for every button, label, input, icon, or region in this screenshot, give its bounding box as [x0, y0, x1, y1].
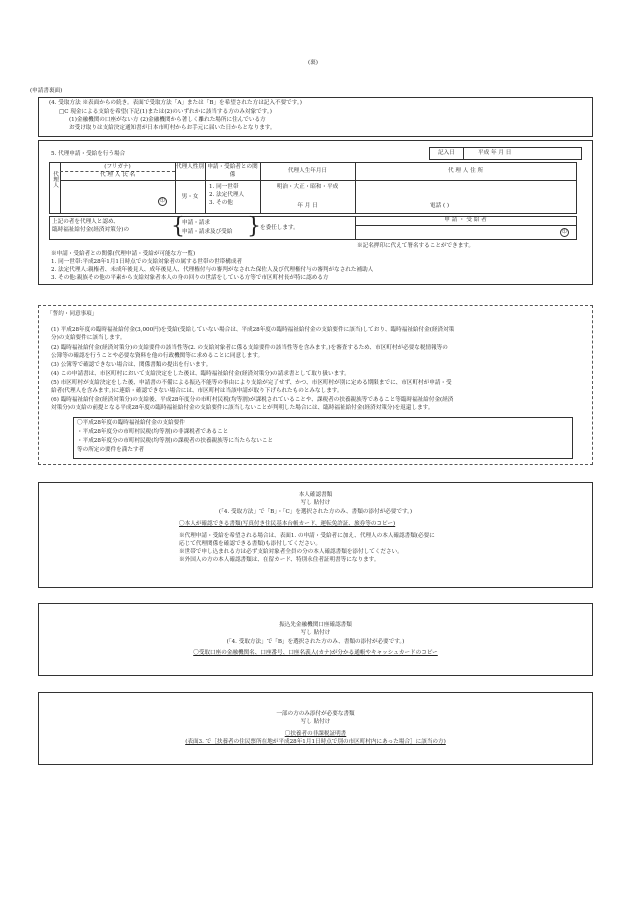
dob-eras[interactable]: 明治・大正・昭和・平成 [276, 184, 339, 190]
identity-note: ※外国人の方の本人確認書類は、在留カード、特別永住者証明書等になります。 [179, 557, 380, 563]
delegate-suffix: を委任します。 [260, 225, 299, 231]
requirement-line: ・平成28年度分の市町村民税(均等割)の非課税者であること [77, 429, 229, 435]
identity-document-box[interactable] [38, 482, 593, 588]
delegation-row [49, 216, 577, 240]
oath-item: (2) 臨時福祉給付金(経済対策分)の支給要件の該当性等(2. の支給対象者に係る支給要件の該当性等を含みます。)を審査するため、市区町村が必要な税情報等の [51, 345, 448, 351]
phone-field[interactable]: 電話 ( ) [430, 203, 450, 209]
page-marker: (裏) [308, 60, 318, 66]
signature-note: ※記名押印に代えて署名することができます。 [357, 243, 475, 249]
relation-option-3[interactable]: 3. その他 [209, 200, 233, 206]
tax-subtitle: 写し 貼付け [300, 719, 331, 725]
brace-open-icon: { [171, 214, 185, 239]
delegate-text-1: 上記の者を代理人と認め、 [52, 219, 119, 225]
oath-item: 分)の支給要件に該当します。 [51, 335, 126, 341]
oath-item: (1) 平成28年度の臨時福祉給付金(3,000円)を受給(受給していない場合は、平成28年度の臨時福祉給付金の支給要件に該当)しており、臨時福祉給付金(経済対策 [51, 327, 455, 333]
relation-note-2: 2. 法定代理人:親権者、未成年後見人、成年後見人、代理権付与の審判がなされた保佐人及び代理権付与の審判がなされた補助人 [51, 267, 374, 273]
agent-dob-cell[interactable] [260, 163, 356, 213]
tax-main-requirement: 〇扶養者の非課税証明書 [284, 731, 347, 737]
identity-note: ※代理申請・受給を希望される場合は、表面1. の申請・受給者に加え、代理人の本人確認書類(必要に [179, 533, 435, 539]
agent-relation-cell[interactable] [205, 163, 261, 213]
identity-note: ※世帯で申し込まれる方は必ず支給対象者全員の分の本人確認書類を添付してください。 [179, 549, 403, 555]
relation-note-3: 3. その他:親族その他の平素から支給対象者本人の身の回りの世話をしている方等で市区町村長が特に認める方 [51, 275, 329, 281]
receipt-method-box [38, 97, 593, 137]
requirements-box [73, 417, 573, 459]
relation-option-2[interactable]: 2. 法定代理人 [209, 192, 245, 198]
requirement-line: 等の所定の要件を満たす者 [77, 447, 145, 453]
tax-document-box[interactable] [38, 692, 593, 765]
oath-item: (3) 公簿等で確認できない場合は、関係書類の提出を行います。 [51, 362, 212, 368]
brace-close-icon: } [247, 214, 261, 239]
oath-consent-box [38, 305, 593, 465]
oath-item: 給者(代理人を含みます。)に連絡・確認できない場合には、市区町村は当該申請が取り下げられたものとみなします。 [51, 388, 343, 394]
relation-note-0: ※申請・受給者との関係(代理申請・受給が可能な方一覧) [51, 251, 196, 257]
tax-detail: (表面3. で［扶養者の住民票所在地が平成28年1月1日時点で別の市区町村内にあった場合］に該当の方) [185, 739, 446, 745]
oath-item: (6) 臨時福祉給付金(経済対策分)の支給後、平成28年度分の市町村民税(均等割)が課税されていることや、課税者の扶養親族等であること等臨時福祉給付金(経済 [51, 397, 454, 403]
identity-instruction: (「4. 受取方法」で「B」・「C」を選択された方のみ、書類の添付が必要です。) [218, 509, 413, 515]
applicant-header: 申 請 ・ 受 給 者 [444, 217, 487, 223]
agent-side-label: 代理人 [52, 171, 58, 188]
entry-date-label: 記入日 [438, 150, 455, 156]
identity-main-requirement: 〇本人が確認できる書類(写真付き住民基本台帳カード、運転免許証、旅券等のコピー) [179, 521, 396, 527]
relation-note-1: 1. 同一世帯:平成28年1月1日時点での支給対象者の属する世帯の世帯構成者 [51, 259, 243, 265]
tax-title: 一部の方のみ添付が必要な書類 [276, 711, 355, 717]
agent-gender-cell[interactable] [175, 163, 206, 213]
identity-subtitle: 写し 貼付け [300, 500, 331, 506]
bank-document-box[interactable] [38, 603, 593, 676]
agent-table [49, 162, 577, 214]
dob-ymd: 年 月 日 [297, 203, 318, 209]
cash-conditions: (1)金融機関の口座がない方 (2)金融機関から著しく離れた場所に住んでいる方 [69, 117, 266, 123]
applicant-seal-mark: 印 [560, 228, 569, 237]
agent-section-title: 5. 代理申請・受給を行う場合 [51, 151, 126, 157]
bank-title: 振込先金融機関口座確認書類 [279, 622, 352, 628]
cash-receipt-note: お受け取りは支給決定通知書が日本市町村からお手元に届いた日からとなります。 [69, 125, 276, 131]
entry-date-field[interactable] [429, 147, 582, 160]
cash-option-checkbox[interactable]: □C 現金による支給を希望(下記(1)または(2)のいずれかに該当する方のみ対象です。) [59, 109, 272, 115]
furigana-label: (フリガナ) [104, 164, 131, 170]
delegate-option-2[interactable]: 申請・請求及び受給 [182, 229, 233, 235]
agent-name-label: 代 理 人 氏 名 [99, 172, 136, 178]
section-label: (申請書裏面) [30, 88, 63, 94]
relation-option-1[interactable]: 1. 同一世帯 [209, 184, 239, 190]
agent-section-box [38, 140, 593, 285]
bank-main-requirement: 〇受取口座の金融機関名、口座番号、口座名義人(カナ)が分かる通帳やキャッシュカードのコピー [193, 650, 438, 656]
identity-title: 本人確認書類 [298, 492, 333, 498]
agent-name-cell[interactable] [60, 163, 176, 213]
gender-options[interactable]: 男・女 [181, 194, 199, 200]
gender-header: 代理人性別 [176, 164, 204, 170]
dob-header: 代理人生年月日 [287, 168, 328, 174]
bank-instruction: (「4. 受取方法」で「B」を選択された方のみ、書類の添付が必要です。) [226, 639, 405, 645]
oath-item: 対策分)の支給の前提となる平成28年度の臨時福祉給付金の支給要件に該当しないことが判明した場合には、臨時福祉給付金(経済対策分)を返還します。 [51, 405, 434, 411]
identity-note: 応じて代理関係を確認できる書類)も添付してください。 [179, 541, 322, 547]
method-heading: (4. 受取方法 ※表面からの続き。表面で受取方法「A」または「B」を希望された方は記入不要です。) [49, 100, 302, 106]
oath-title: 「誓約・同意事項」 [47, 311, 98, 317]
relation-header: 申請・受給者との関係 [207, 164, 258, 178]
agent-seal-mark: 印 [158, 197, 167, 206]
agent-address-cell[interactable] [355, 163, 576, 213]
bank-subtitle: 写し 貼付け [300, 630, 331, 636]
requirement-line: 〇平成28年度の臨時福祉給付金の支給要件 [77, 420, 185, 426]
oath-item: (4) この申請書は、市区町村において支給決定をした後は、臨時福祉給付金(経済対策分)の請求書として取り扱います。 [51, 371, 350, 377]
oath-item: (5) 市区町村が支給決定をした後、申請書の不備による振込不能等の事由により支給が完了せず、かつ、市区町村が別に定める期限までに、市区町村が申請・受 [51, 380, 452, 386]
delegate-text-2: 臨時福祉給付金(経済対策分)の [52, 227, 130, 233]
oath-item: 公簿等の確認を行うことや必要な資料を他の行政機関等に求めることに同意します。 [51, 353, 264, 359]
address-header: 代 理 人 住 所 [447, 168, 484, 174]
delegate-option-1[interactable]: 申請・請求 [182, 220, 210, 226]
entry-date-value: 平成 年 月 日 [478, 150, 512, 156]
requirement-line: ・平成28年度分の市町村民税(均等割)の課税者の扶養親族等に当たらないこと [77, 438, 274, 444]
